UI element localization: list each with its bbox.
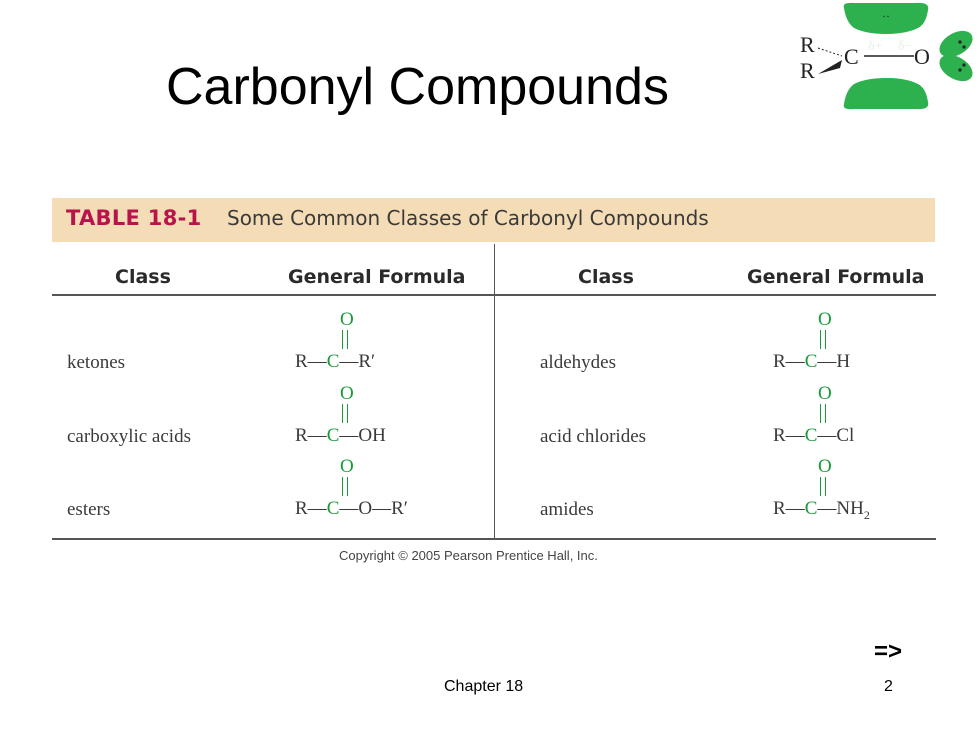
slide-title: Carbonyl Compounds bbox=[166, 58, 669, 116]
pi-orbital-bottom-lobe bbox=[844, 78, 929, 109]
class-carboxylic-acids: carboxylic acids bbox=[67, 426, 191, 447]
formula-carboxylic-acid: O R—C—OH bbox=[295, 383, 386, 446]
table-caption: Some Common Classes of Carbonyl Compounds bbox=[227, 206, 709, 230]
table-bottom-rule bbox=[52, 538, 936, 540]
formula-aldehyde: O R—C—H bbox=[773, 309, 851, 372]
carbon-atom: C bbox=[844, 44, 859, 69]
page-number: 2 bbox=[884, 678, 893, 695]
table-label: TABLE 18-1 bbox=[66, 206, 202, 230]
r-group-top: R bbox=[800, 32, 815, 57]
carbonyl-orbital-figure bbox=[796, 0, 980, 112]
delta-minus-label: δ− bbox=[898, 39, 913, 54]
r-group-bottom: R bbox=[800, 58, 815, 83]
formula-ester: O R—C—O—R′ bbox=[295, 456, 408, 519]
column-header-formula-right: General Formula bbox=[747, 266, 925, 288]
formula-ketone: O R—C—R′ bbox=[295, 309, 376, 372]
class-esters: esters bbox=[67, 499, 111, 520]
oxygen-atom: O bbox=[914, 44, 930, 69]
delta-plus-label: δ+ bbox=[868, 39, 883, 54]
formula-acid-chloride: O R—C—Cl bbox=[773, 383, 855, 446]
next-arrow: => bbox=[874, 638, 903, 665]
column-header-class-left: Class bbox=[115, 266, 171, 288]
lone-pair-dots-top: ·· bbox=[882, 9, 890, 23]
formula-amide: O $R—C—NH_2$ bbox=[773, 456, 870, 522]
footer-chapter: Chapter 18 bbox=[444, 678, 524, 695]
table-header-band bbox=[52, 198, 935, 242]
class-aldehydes: aldehydes bbox=[540, 352, 616, 373]
class-acid-chlorides: acid chlorides bbox=[540, 426, 647, 447]
column-header-class-right: Class bbox=[578, 266, 634, 288]
class-ketones: ketones bbox=[67, 352, 126, 373]
column-header-formula-left: General Formula bbox=[288, 266, 466, 288]
copyright-notice: Copyright © 2005 Pearson Prentice Hall, Inc. bbox=[339, 548, 598, 563]
class-amides: amides bbox=[540, 499, 594, 520]
